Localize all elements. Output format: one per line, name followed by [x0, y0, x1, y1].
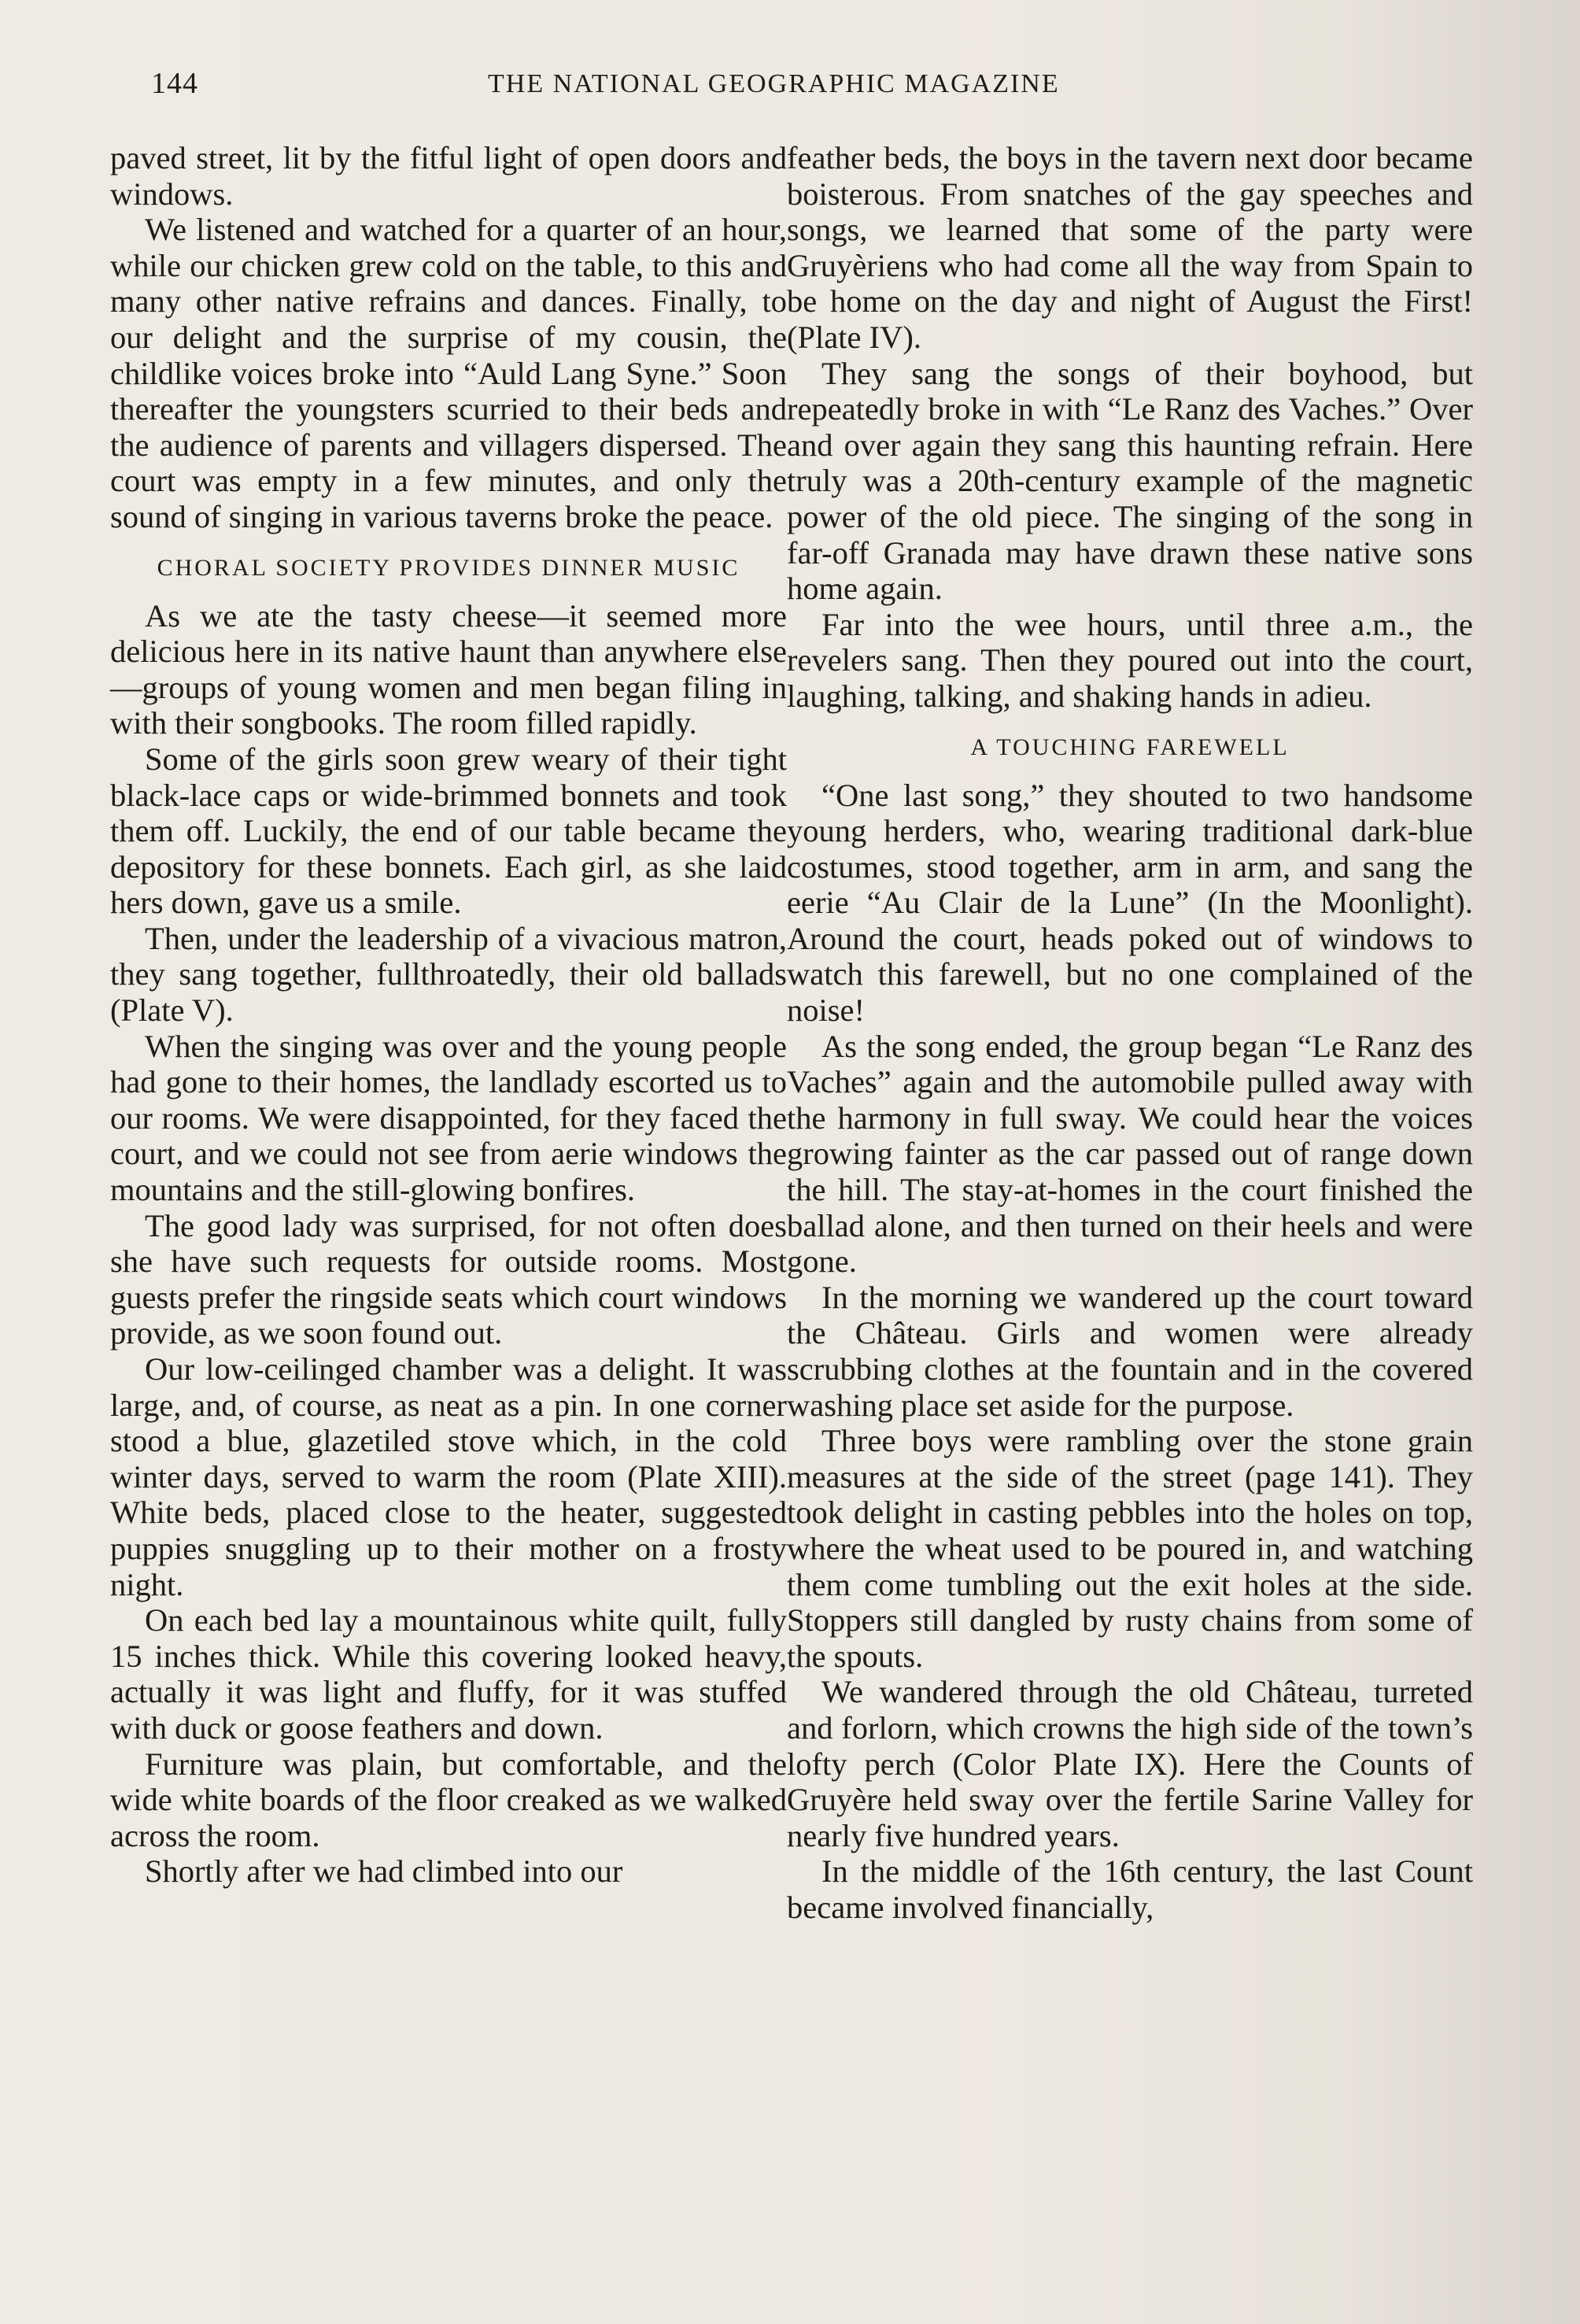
paragraph: We listened and watched for a quarter of an hour, while our chicken grew cold on the table, to this and many other native refrains and dances. Finally, to our delight and the surprise of my cousin, the childlike voices broke into “Auld Lang Syne.” Soon thereafter the youngsters scurried to their beds and the audience of parents and villagers dispersed. The court was empty in a few minutes, and only the sound of singing in various taverns broke the peace.: [110, 212, 787, 534]
paragraph: They sang the songs of their boyhood, but repeatedly broke in with “Le Ranz des Vaches.” Over and over again they sang this haunting refrain. Here truly was a 20th-century example of the magnetic power of the old piece. The singing of the song in far-off Granada may have drawn these native sons home again.: [787, 355, 1473, 607]
paragraph: Far into the wee hours, until three a.m., the revelers sang. Then they poured out into the court, laughing, talking, and shaking hands in adieu.: [787, 606, 1473, 714]
page-number: 144: [151, 67, 198, 100]
running-head: THE NATIONAL GEOGRAPHIC MAGAZINE: [488, 69, 1060, 98]
paragraph: Furniture was plain, but comfortable, and the wide white boards of the floor creaked as we walked across the room.: [110, 1746, 787, 1853]
paragraph: paved street, lit by the fitful light of open doors and windows.: [110, 140, 787, 212]
left-column: [110, 140, 787, 1890]
right-column: [787, 140, 1473, 1926]
paragraph: We wandered through the old Château, turreted and forlorn, which crowns the high side of the town’s lofty perch (Color Plate IX). Here the Counts of Gruyère held sway over the fertile Sarine Valley for nearly five hundred years.: [787, 1674, 1473, 1853]
paragraph: The good lady was surprised, for not often does she have such requests for outside rooms. Most guests prefer the ringside seats which court windows provide, as we soon found out.: [110, 1207, 787, 1351]
section-subhead: CHORAL SOCIETY PROVIDES DINNER MUSIC: [157, 554, 740, 581]
paragraph: In the morning we wandered up the court toward the Château. Girls and women were already scrubbing clothes at the fountain and in the covered washing place set aside for the purpose.: [787, 1279, 1473, 1423]
paragraph: As the song ended, the group began “Le Ranz des Vaches” again and the automobile pulled away with the harmony in full sway. We could hear the voices growing fainter as the car passed out of range down the hill. The stay-at-homes in the court finished the ballad alone, and then turned on their heels and were gone.: [787, 1028, 1473, 1280]
paragraph: On each bed lay a mountainous white quilt, fully 15 inches thick. While this covering looked heavy, actually it was light and fluffy, for it was stuffed with duck or goose feathers and down.: [110, 1602, 787, 1746]
paragraph: Shortly after we had climbed into our: [145, 1853, 623, 1890]
paragraph: Some of the girls soon grew weary of their tight black-lace caps or wide-brimmed bonnets and took them off. Luckily, the end of our table became the depository for these bonnets. Each girl, as she laid hers down, gave us a smile.: [110, 741, 787, 921]
paragraph: “One last song,” they shouted to two handsome young herders, who, wearing traditional dark-blue costumes, stood together, arm in arm, and sang the eerie “Au Clair de la Lune” (In the Moonlight). Around the court, heads poked out of windows to watch this farewell, but no one complained of the noise!: [787, 777, 1473, 1029]
paragraph: Three boys were rambling over the stone grain measures at the side of the street (page 141). They took delight in casting pebbles into the holes on top, where the wheat used to be poured in, and watching them come tumbling out the exit holes at the side. Stoppers still dangled by rusty chains from some of the spouts.: [787, 1423, 1473, 1674]
section-subhead: A TOUCHING FAREWELL: [970, 733, 1290, 760]
paragraph: As we ate the tasty cheese—it seemed more delicious here in its native haunt than anywhere else—groups of young women and men began filing in with their songbooks. The room filled rapidly.: [110, 597, 787, 741]
paragraph: Then, under the leadership of a vivacious matron, they sang together, fullthroatedly, their old ballads (Plate V).: [110, 920, 787, 1029]
paragraph: In the middle of the 16th century, the last Count became involved financially,: [787, 1853, 1473, 1925]
page-header: [0, 66, 1580, 113]
paragraph: When the singing was over and the young people had gone to their homes, the landlady escorted us to our rooms. We were disappointed, for they faced the court, and we could not see from aerie windows the mountains and the still-glowing bonfires.: [110, 1028, 787, 1208]
paragraph: Our low-ceilinged chamber was a delight. It was large, and, of course, as neat as a pin. In one corner stood a blue, glazetiled stove which, in the cold winter days, served to warm the room (Plate XIII). White beds, placed close to the heater, suggested puppies snuggling up to their mother on a frosty night.: [110, 1351, 787, 1602]
paragraph: feather beds, the boys in the tavern next door became boisterous. From snatches of the gay speeches and songs, we learned that some of the party were Gruyèriens who had come all the way from Spain to be home on the day and night of August the First! (Plate IV).: [787, 140, 1473, 355]
